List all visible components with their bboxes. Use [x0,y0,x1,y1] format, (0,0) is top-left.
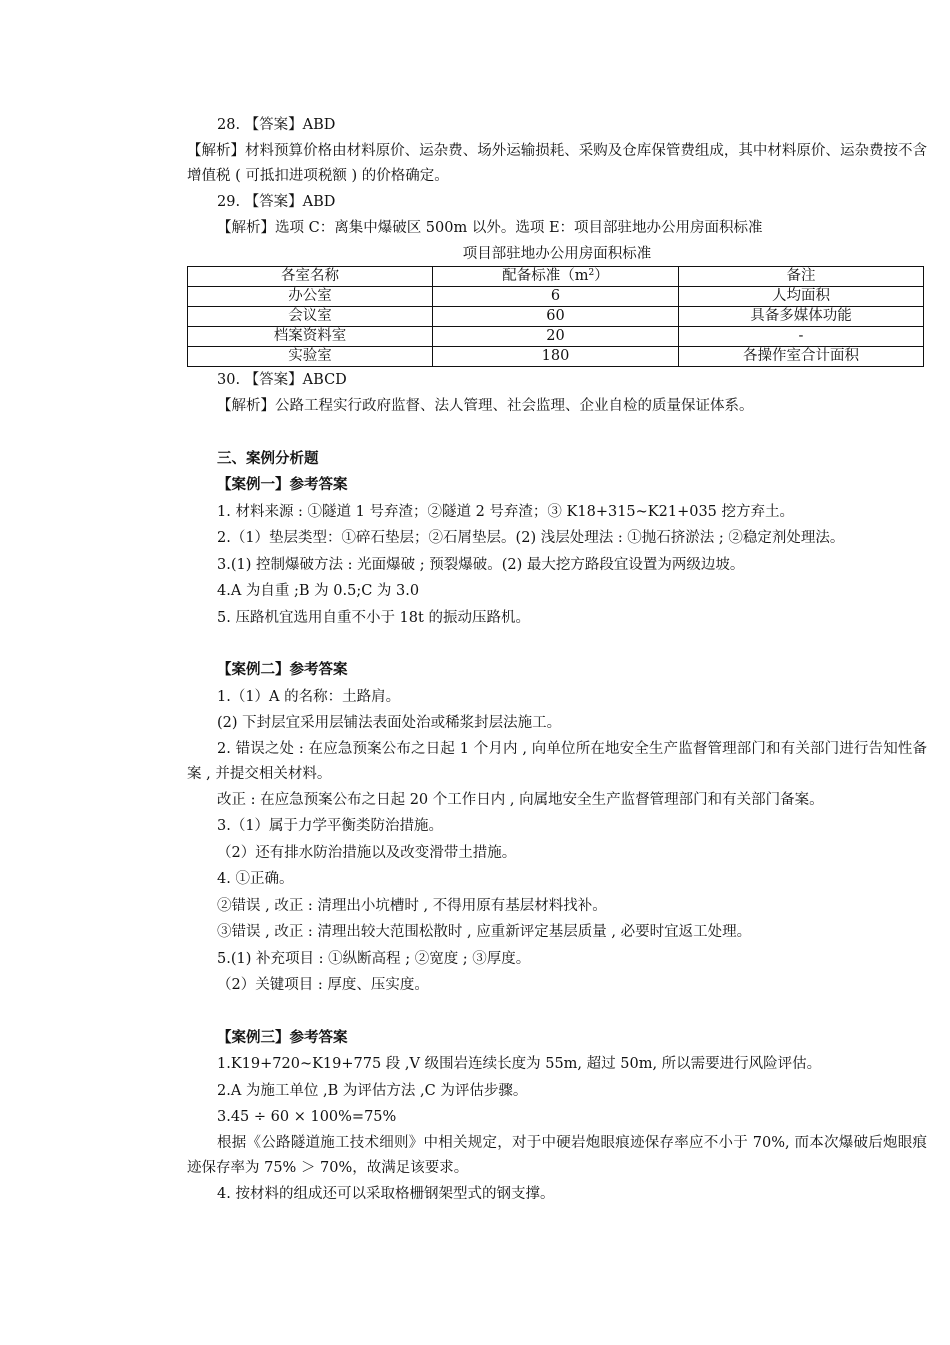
office-area-table [187,266,924,367]
case2-line: ②错误 , 改正 : 清理出小坑槽时 , 不得用原有基层材料找补。 [217,897,607,914]
q30-answer: 30. 【答案】ABCD [217,371,347,388]
cell-name: 实验室 [188,346,433,366]
section-title: 三、案例分析题 [217,449,319,467]
case1-heading: 【案例一】参考答案 [217,476,348,493]
header-standard-sup: 2 [588,267,595,278]
q28-answer: 28. 【答案】ABD [217,117,336,133]
table-row [188,306,924,326]
case1-line: 5. 压路机宜选用自重不小于 18t 的振动压路机。 [217,609,530,626]
case2-line: 2. 错误之处 : 在应急预案公布之日起 1 个月内 , 向单位所在地安全生产监督管理部门和有关部门进行告知性备案 , 并提交相关材料。 [187,740,927,782]
case2-line: ③错误 , 改正 : 清理出较大范围松散时 , 应重新评定基层质量 , 必要时宜返工处理。 [217,924,752,940]
cell-name: 办公室 [188,286,433,306]
cell-name: 档案资料室 [188,326,433,346]
table-header-row [188,266,924,286]
q29-analysis: 【解析】选项 C：离集中爆破区 500m 以外。选项 E：项目部驻地办公用房面积标准 [217,220,763,236]
case3-heading: 【案例三】参考答案 [217,1028,348,1046]
cell-name: 会议室 [188,306,433,326]
cell-standard: 20 [433,326,679,346]
table-caption: 项目部驻地办公用房面积标准 [462,245,652,262]
cell-note: - [679,326,924,346]
cell-note: 人均面积 [679,286,924,306]
table-row [188,326,924,346]
q29-answer: 29. 【答案】ABD [217,193,336,210]
case1-line: 3.(1) 控制爆破方法 : 光面爆破 ; 预裂爆破。(2) 最大挖方路段宜设置为两级边坡。 [217,556,745,573]
document-page [187,112,927,1207]
case2-line: 3.（1）属于力学平衡类防治措施。 [217,818,444,834]
case2-heading: 【案例二】参考答案 [217,661,348,678]
case3-line: 2.A 为施工单位 ,B 为评估方法 ,C 为评估步骤。 [217,1082,528,1099]
table-row [188,286,924,306]
q28-analysis: 【解析】材料预算价格由材料原价、运杂费、场外运输损耗、采购及仓库保管费组成，其中材料原价、运杂费按不含增值税 ( 可抵扣进项税额 ) 的价格确定。 [187,142,927,184]
header-standard-close: ） [594,267,609,284]
cell-standard: 180 [433,346,679,366]
header-standard-text: 配备标准（m [502,267,589,284]
case3-line: 4. 按材料的组成还可以采取格栅钢架型式的钢支撑。 [217,1185,555,1202]
case2-line: 5.(1) 补充项目 : ①纵断高程 ; ②宽度 ; ③厚度。 [217,950,531,967]
cell-standard: 6 [433,286,679,306]
q30-analysis: 【解析】公路工程实行政府监督、法人管理、社会监理、企业自检的质量保证体系。 [217,398,754,414]
case3-line: 3.45 ÷ 60 × 100%=75% [217,1109,397,1125]
case3-line: 根据《公路隧道施工技术细则》中相关规定，对于中硬岩炮眼痕迹保存率应不小于 70%, 而本次爆破后炮眼痕迹保存率为 75% ＞ 70%，故满足该要求。 [187,1134,927,1176]
cell-note: 各操作室合计面积 [679,346,924,366]
case1-line: 1. 材料来源 : ①隧道 1 号弃渣；②隧道 2 号弃渣；③ K18+315~K21+035 挖方弃土。 [217,503,795,520]
header-note: 备注 [679,266,924,286]
case2-line: 改正 : 在应急预案公布之日起 20 个工作日内 , 向属地安全生产监督管理部门和有关部门备案。 [217,791,824,808]
case1-line: 4.A 为自重 ;B 为 0.5;C 为 3.0 [217,583,420,599]
case2-line: （2）关键项目 : 厚度、压实度。 [217,977,429,993]
cell-note: 具备多媒体功能 [679,306,924,326]
cell-standard: 60 [433,306,679,326]
table-row [188,346,924,366]
case2-line: 1.（1）A 的名称：土路肩。 [217,688,401,705]
header-name: 各室名称 [188,266,433,286]
case3-line: 1.K19+720~K19+775 段 ,V 级围岩连续长度为 55m, 超过 50m, 所以需要进行风险评估。 [217,1056,822,1072]
case2-line: (2) 下封层宜采用层铺法表面处治或稀浆封层法施工。 [217,715,562,731]
case2-line: 4. ①正确。 [217,871,294,887]
case1-line: 2.（1）垫层类型：①碎石垫层；②石屑垫层。(2) 浅层处理法 : ①抛石挤淤法 ; ②稳定剂处理法。 [217,530,845,546]
case2-line: （2）还有排水防治措施以及改变滑带土措施。 [217,844,517,861]
header-standard [433,266,679,286]
